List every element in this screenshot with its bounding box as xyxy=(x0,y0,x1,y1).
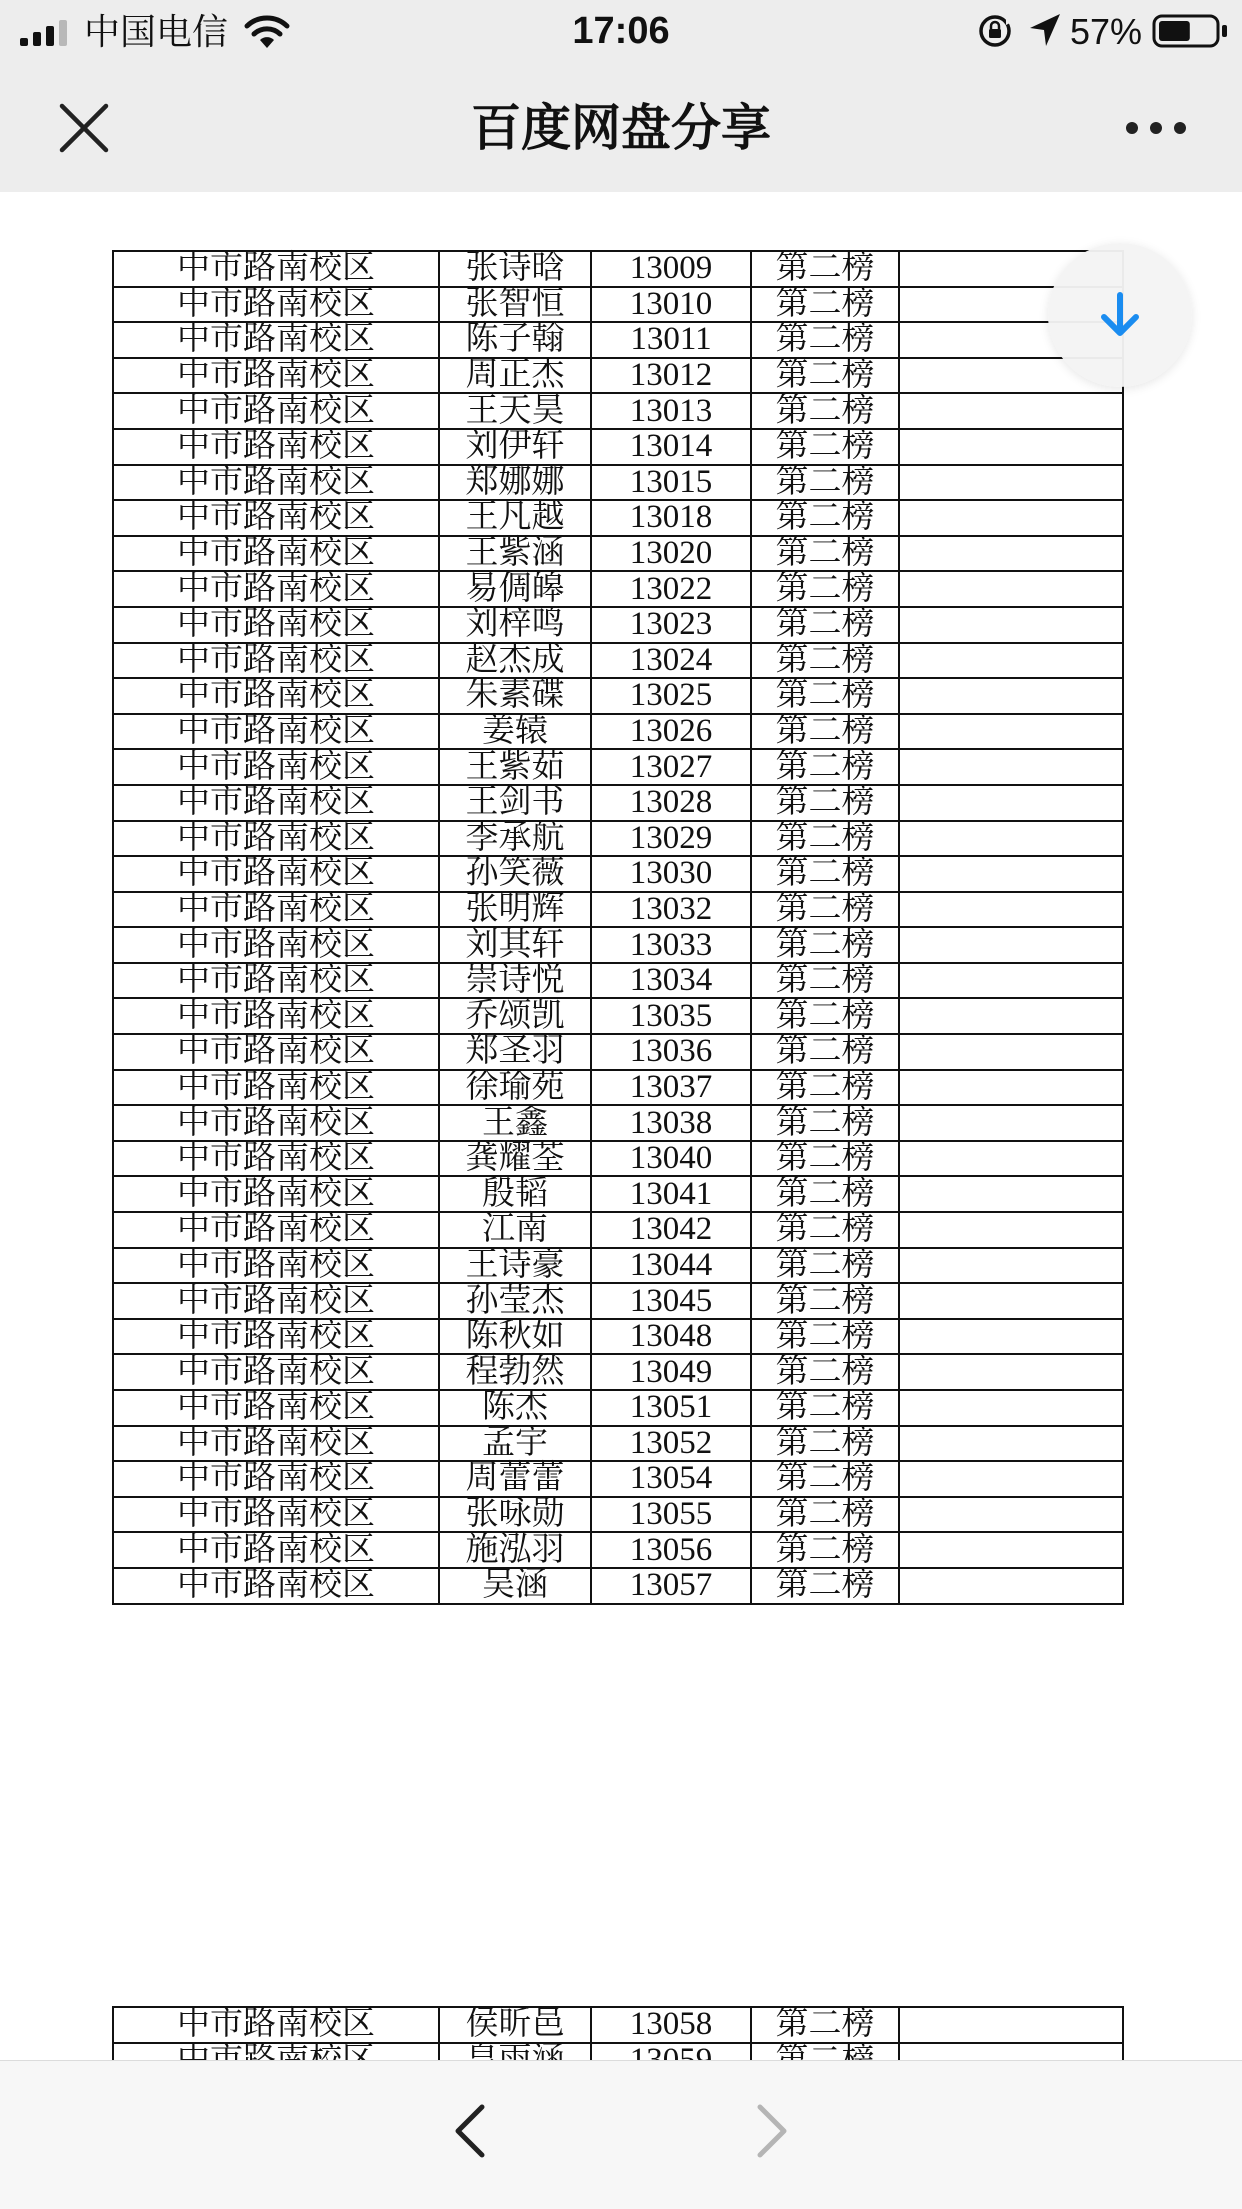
clock: 17:06 xyxy=(572,10,670,52)
remark-cell xyxy=(899,1532,1123,1568)
remark-cell xyxy=(899,536,1123,572)
table-row xyxy=(113,322,1123,358)
rank-list-cell: 第二榜 xyxy=(751,1034,899,1070)
student-name-cell: 郑娜娜 xyxy=(439,465,591,501)
student-name-cell: 易倜皞 xyxy=(439,571,591,607)
student-id-cell: 13027 xyxy=(591,749,751,785)
campus-cell: 中市路南校区 xyxy=(113,821,439,857)
campus-cell: 中市路南校区 xyxy=(113,393,439,429)
rank-list-cell: 第二榜 xyxy=(751,358,899,394)
remark-cell xyxy=(899,1319,1123,1355)
rank-list-cell: 第二榜 xyxy=(751,1319,899,1355)
student-id-cell: 13012 xyxy=(591,358,751,394)
student-name-cell: 程勃然 xyxy=(439,1354,591,1390)
location-arrow-icon xyxy=(1028,12,1062,48)
campus-cell: 中市路南校区 xyxy=(113,643,439,679)
student-id-cell: 13056 xyxy=(591,1532,751,1568)
table-row xyxy=(113,1461,1123,1497)
table-row xyxy=(113,1426,1123,1462)
student-name-cell: 张智恒 xyxy=(439,287,591,323)
student-id-cell: 13011 xyxy=(591,322,751,358)
table-row xyxy=(113,393,1123,429)
campus-cell: 中市路南校区 xyxy=(113,465,439,501)
battery-percent: 57% xyxy=(1070,11,1143,52)
remark-cell xyxy=(899,892,1123,928)
rank-list-cell: 第二榜 xyxy=(751,1105,899,1141)
student-name-cell: 张明辉 xyxy=(439,892,591,928)
remark-cell xyxy=(899,821,1123,857)
student-name-cell: 陈杰 xyxy=(439,1390,591,1426)
table-row xyxy=(113,1390,1123,1426)
remark-cell xyxy=(899,1248,1123,1284)
student-id-cell: 13049 xyxy=(591,1354,751,1390)
student-name-cell: 孙莹杰 xyxy=(439,1283,591,1319)
campus-cell: 中市路南校区 xyxy=(113,2007,439,2043)
student-name-cell: 王鑫 xyxy=(439,1105,591,1141)
campus-cell: 中市路南校区 xyxy=(113,1497,439,1533)
campus-cell: 中市路南校区 xyxy=(113,1390,439,1426)
rank-list-cell: 第二榜 xyxy=(751,714,899,750)
table-row xyxy=(113,892,1123,928)
student-name-cell: 张诗晗 xyxy=(439,251,591,287)
remark-cell xyxy=(899,714,1123,750)
student-id-cell: 13010 xyxy=(591,287,751,323)
rank-list-cell: 第二榜 xyxy=(751,821,899,857)
remark-cell xyxy=(899,393,1123,429)
student-name-cell: 刘其轩 xyxy=(439,927,591,963)
table-row xyxy=(113,1105,1123,1141)
student-id-cell: 13025 xyxy=(591,678,751,714)
student-id-cell: 13058 xyxy=(591,2007,751,2043)
campus-cell: 中市路南校区 xyxy=(113,1070,439,1106)
student-id-cell: 13048 xyxy=(591,1319,751,1355)
remark-cell xyxy=(899,1212,1123,1248)
student-id-cell: 13044 xyxy=(591,1248,751,1284)
rank-list-cell: 第二榜 xyxy=(751,1176,899,1212)
student-name-cell: 侯昕邑 xyxy=(439,2007,591,2043)
student-name-cell: 吴涵 xyxy=(439,1568,591,1604)
rank-list-cell: 第二榜 xyxy=(751,2007,899,2043)
rank-list-cell: 第二榜 xyxy=(751,1141,899,1177)
rank-list-cell: 第二榜 xyxy=(751,1426,899,1462)
table-row xyxy=(113,1532,1123,1568)
student-id-cell: 13055 xyxy=(591,1497,751,1533)
spreadsheet-table xyxy=(112,250,1124,1605)
campus-cell: 中市路南校区 xyxy=(113,1426,439,1462)
student-id-cell: 13034 xyxy=(591,963,751,999)
table-row xyxy=(113,963,1123,999)
rank-list-cell: 第二榜 xyxy=(751,1568,899,1604)
campus-cell: 中市路南校区 xyxy=(113,322,439,358)
nav-bar xyxy=(0,64,1242,192)
table-row xyxy=(113,358,1123,394)
student-id-cell: 13020 xyxy=(591,536,751,572)
student-name-cell: 徐瑜苑 xyxy=(439,1070,591,1106)
table-row xyxy=(113,714,1123,750)
remark-cell xyxy=(899,571,1123,607)
remark-cell xyxy=(899,1354,1123,1390)
student-name-cell: 陈子翰 xyxy=(439,322,591,358)
rank-list-cell: 第二榜 xyxy=(751,607,899,643)
rank-list-cell: 第二榜 xyxy=(751,1070,899,1106)
remark-cell xyxy=(899,465,1123,501)
table-row xyxy=(113,571,1123,607)
campus-cell: 中市路南校区 xyxy=(113,1105,439,1141)
table-row xyxy=(113,429,1123,465)
table-row xyxy=(113,287,1123,323)
student-id-cell: 13038 xyxy=(591,1105,751,1141)
campus-cell: 中市路南校区 xyxy=(113,678,439,714)
student-id-cell: 13057 xyxy=(591,1568,751,1604)
remark-cell xyxy=(899,500,1123,536)
table-row xyxy=(113,1176,1123,1212)
table-row xyxy=(113,1141,1123,1177)
student-name-cell: 王凡越 xyxy=(439,500,591,536)
document-viewer[interactable] xyxy=(0,192,1242,2060)
rank-list-cell: 第二榜 xyxy=(751,429,899,465)
rank-list-cell: 第二榜 xyxy=(751,1461,899,1497)
campus-cell: 中市路南校区 xyxy=(113,358,439,394)
rank-list-cell: 第二榜 xyxy=(751,892,899,928)
table-row xyxy=(113,1354,1123,1390)
rank-list-cell: 第二榜 xyxy=(751,1354,899,1390)
rank-list-cell: 第二榜 xyxy=(751,785,899,821)
carrier-name: 中国电信 xyxy=(84,11,229,52)
campus-cell: 中市路南校区 xyxy=(113,1568,439,1604)
campus-cell: 中市路南校区 xyxy=(113,1141,439,1177)
chevron-left-icon[interactable] xyxy=(446,2101,494,2161)
campus-cell: 中市路南校区 xyxy=(113,1319,439,1355)
page-title: 百度网盘分享 xyxy=(471,100,771,156)
student-name-cell: 刘伊轩 xyxy=(439,429,591,465)
student-id-cell: 13014 xyxy=(591,429,751,465)
student-name-cell: 龚耀荃 xyxy=(439,1141,591,1177)
remark-cell xyxy=(899,998,1123,1034)
table-row xyxy=(113,1034,1123,1070)
table-row xyxy=(113,749,1123,785)
campus-cell: 中市路南校区 xyxy=(113,571,439,607)
student-id-cell: 13033 xyxy=(591,927,751,963)
remark-cell xyxy=(899,1034,1123,1070)
student-id-cell: 13042 xyxy=(591,1212,751,1248)
campus-cell: 中市路南校区 xyxy=(113,1248,439,1284)
remark-cell xyxy=(899,1461,1123,1497)
student-id-cell: 13037 xyxy=(591,1070,751,1106)
student-id-cell: 13013 xyxy=(591,393,751,429)
student-id-cell: 13015 xyxy=(591,465,751,501)
rank-list-cell: 第二榜 xyxy=(751,749,899,785)
campus-cell: 中市路南校区 xyxy=(113,998,439,1034)
student-name-cell: 赵杰成 xyxy=(439,643,591,679)
table-row xyxy=(113,1070,1123,1106)
download-arrow-icon xyxy=(1098,291,1142,339)
student-id-cell: 13029 xyxy=(591,821,751,857)
student-id-cell: 13035 xyxy=(591,998,751,1034)
campus-cell: 中市路南校区 xyxy=(113,785,439,821)
rank-list-cell: 第二榜 xyxy=(751,571,899,607)
campus-cell: 中市路南校区 xyxy=(113,1034,439,1070)
orientation-lock-icon xyxy=(978,14,1012,48)
student-name-cell: 孟宇 xyxy=(439,1426,591,1462)
student-name-cell: 施泓羽 xyxy=(439,1532,591,1568)
remark-cell xyxy=(899,643,1123,679)
student-id-cell: 13009 xyxy=(591,251,751,287)
campus-cell: 中市路南校区 xyxy=(113,1532,439,1568)
more-icon[interactable] xyxy=(1124,110,1188,146)
remark-cell xyxy=(899,749,1123,785)
campus-cell: 中市路南校区 xyxy=(113,963,439,999)
rank-list-cell: 第二榜 xyxy=(751,536,899,572)
table-row xyxy=(113,1212,1123,1248)
battery-icon xyxy=(1152,14,1228,48)
remark-cell xyxy=(899,1390,1123,1426)
student-name-cell: 王天昊 xyxy=(439,393,591,429)
table-row xyxy=(113,465,1123,501)
campus-cell: 中市路南校区 xyxy=(113,1354,439,1390)
student-id-cell: 13032 xyxy=(591,892,751,928)
campus-cell: 中市路南校区 xyxy=(113,927,439,963)
table-row xyxy=(113,500,1123,536)
rank-list-cell: 第二榜 xyxy=(751,856,899,892)
remark-cell xyxy=(899,429,1123,465)
remark-cell xyxy=(899,1426,1123,1462)
student-name-cell: 江南 xyxy=(439,1212,591,1248)
rank-list-cell: 第二榜 xyxy=(751,998,899,1034)
rank-list-cell: 第二榜 xyxy=(751,500,899,536)
student-name-cell: 李承航 xyxy=(439,821,591,857)
student-name-cell: 姜辕 xyxy=(439,714,591,750)
remark-cell xyxy=(899,1070,1123,1106)
student-id-cell: 13028 xyxy=(591,785,751,821)
student-name-cell: 乔颂凯 xyxy=(439,998,591,1034)
rank-list-cell: 第二榜 xyxy=(751,465,899,501)
rank-list-cell: 第二榜 xyxy=(751,1212,899,1248)
table-row xyxy=(113,785,1123,821)
student-name-cell: 王诗豪 xyxy=(439,1248,591,1284)
table-row xyxy=(113,1497,1123,1533)
rank-list-cell: 第二榜 xyxy=(751,927,899,963)
campus-cell: 中市路南校区 xyxy=(113,429,439,465)
rank-list-cell: 第二榜 xyxy=(751,322,899,358)
download-button[interactable] xyxy=(1048,243,1192,387)
table-row xyxy=(113,536,1123,572)
rank-list-cell: 第二榜 xyxy=(751,1248,899,1284)
table-row xyxy=(113,607,1123,643)
student-id-cell: 13024 xyxy=(591,643,751,679)
campus-cell: 中市路南校区 xyxy=(113,1461,439,1497)
rank-list-cell: 第二榜 xyxy=(751,678,899,714)
student-name-cell: 王剑书 xyxy=(439,785,591,821)
table-row xyxy=(113,251,1123,287)
table-row xyxy=(113,2007,1123,2043)
remark-cell xyxy=(899,1497,1123,1533)
rank-list-cell: 第二榜 xyxy=(751,251,899,287)
campus-cell: 中市路南校区 xyxy=(113,500,439,536)
student-name-cell: 王紫茹 xyxy=(439,749,591,785)
campus-cell: 中市路南校区 xyxy=(113,287,439,323)
student-id-cell: 13041 xyxy=(591,1176,751,1212)
campus-cell: 中市路南校区 xyxy=(113,1283,439,1319)
student-id-cell: 13051 xyxy=(591,1390,751,1426)
rank-list-cell: 第二榜 xyxy=(751,1390,899,1426)
student-id-cell: 13018 xyxy=(591,500,751,536)
student-name-cell: 郑圣羽 xyxy=(439,1034,591,1070)
bottom-toolbar xyxy=(0,2060,1242,2209)
rank-list-cell: 第二榜 xyxy=(751,963,899,999)
remark-cell xyxy=(899,1176,1123,1212)
student-name-cell: 张咏勋 xyxy=(439,1497,591,1533)
student-name-cell: 殷韬 xyxy=(439,1176,591,1212)
remark-cell xyxy=(899,927,1123,963)
student-id-cell: 13054 xyxy=(591,1461,751,1497)
student-name-cell: 陈秋如 xyxy=(439,1319,591,1355)
student-id-cell: 13023 xyxy=(591,607,751,643)
table-row xyxy=(113,1283,1123,1319)
table-row xyxy=(113,643,1123,679)
remark-cell xyxy=(899,785,1123,821)
student-name-cell: 朱素碟 xyxy=(439,678,591,714)
student-id-cell: 13045 xyxy=(591,1283,751,1319)
campus-cell: 中市路南校区 xyxy=(113,1176,439,1212)
rank-list-cell: 第二榜 xyxy=(751,393,899,429)
table-row xyxy=(113,821,1123,857)
table-row xyxy=(113,856,1123,892)
campus-cell: 中市路南校区 xyxy=(113,856,439,892)
status-bar xyxy=(0,0,1242,64)
table-row xyxy=(113,998,1123,1034)
student-name-cell: 周正杰 xyxy=(439,358,591,394)
student-name-cell: 孙笑薇 xyxy=(439,856,591,892)
student-id-cell: 13052 xyxy=(591,1426,751,1462)
student-name-cell: 崇诗悦 xyxy=(439,963,591,999)
table-row xyxy=(113,1319,1123,1355)
student-name-cell: 刘梓鸣 xyxy=(439,607,591,643)
campus-cell: 中市路南校区 xyxy=(113,536,439,572)
campus-cell: 中市路南校区 xyxy=(113,714,439,750)
campus-cell: 中市路南校区 xyxy=(113,892,439,928)
remark-cell xyxy=(899,1283,1123,1319)
campus-cell: 中市路南校区 xyxy=(113,1212,439,1248)
campus-cell: 中市路南校区 xyxy=(113,251,439,287)
table-row xyxy=(113,1568,1123,1604)
remark-cell xyxy=(899,1105,1123,1141)
student-id-cell: 13040 xyxy=(591,1141,751,1177)
table-row xyxy=(113,678,1123,714)
student-name-cell: 王紫涵 xyxy=(439,536,591,572)
table-row xyxy=(113,1248,1123,1284)
rank-list-cell: 第二榜 xyxy=(751,1283,899,1319)
student-id-cell: 13026 xyxy=(591,714,751,750)
remark-cell xyxy=(899,2007,1123,2043)
student-id-cell: 13022 xyxy=(591,571,751,607)
remark-cell xyxy=(899,1141,1123,1177)
rank-list-cell: 第二榜 xyxy=(751,1532,899,1568)
remark-cell xyxy=(899,856,1123,892)
student-id-cell: 13036 xyxy=(591,1034,751,1070)
chevron-right-icon xyxy=(748,2101,796,2161)
remark-cell xyxy=(899,607,1123,643)
table-row xyxy=(113,927,1123,963)
remark-cell xyxy=(899,1568,1123,1604)
campus-cell: 中市路南校区 xyxy=(113,607,439,643)
rank-list-cell: 第二榜 xyxy=(751,1497,899,1533)
student-id-cell: 13030 xyxy=(591,856,751,892)
rank-list-cell: 第二榜 xyxy=(751,643,899,679)
rank-list-cell: 第二榜 xyxy=(751,287,899,323)
student-name-cell: 周蕾蕾 xyxy=(439,1461,591,1497)
remark-cell xyxy=(899,963,1123,999)
campus-cell: 中市路南校区 xyxy=(113,749,439,785)
remark-cell xyxy=(899,678,1123,714)
